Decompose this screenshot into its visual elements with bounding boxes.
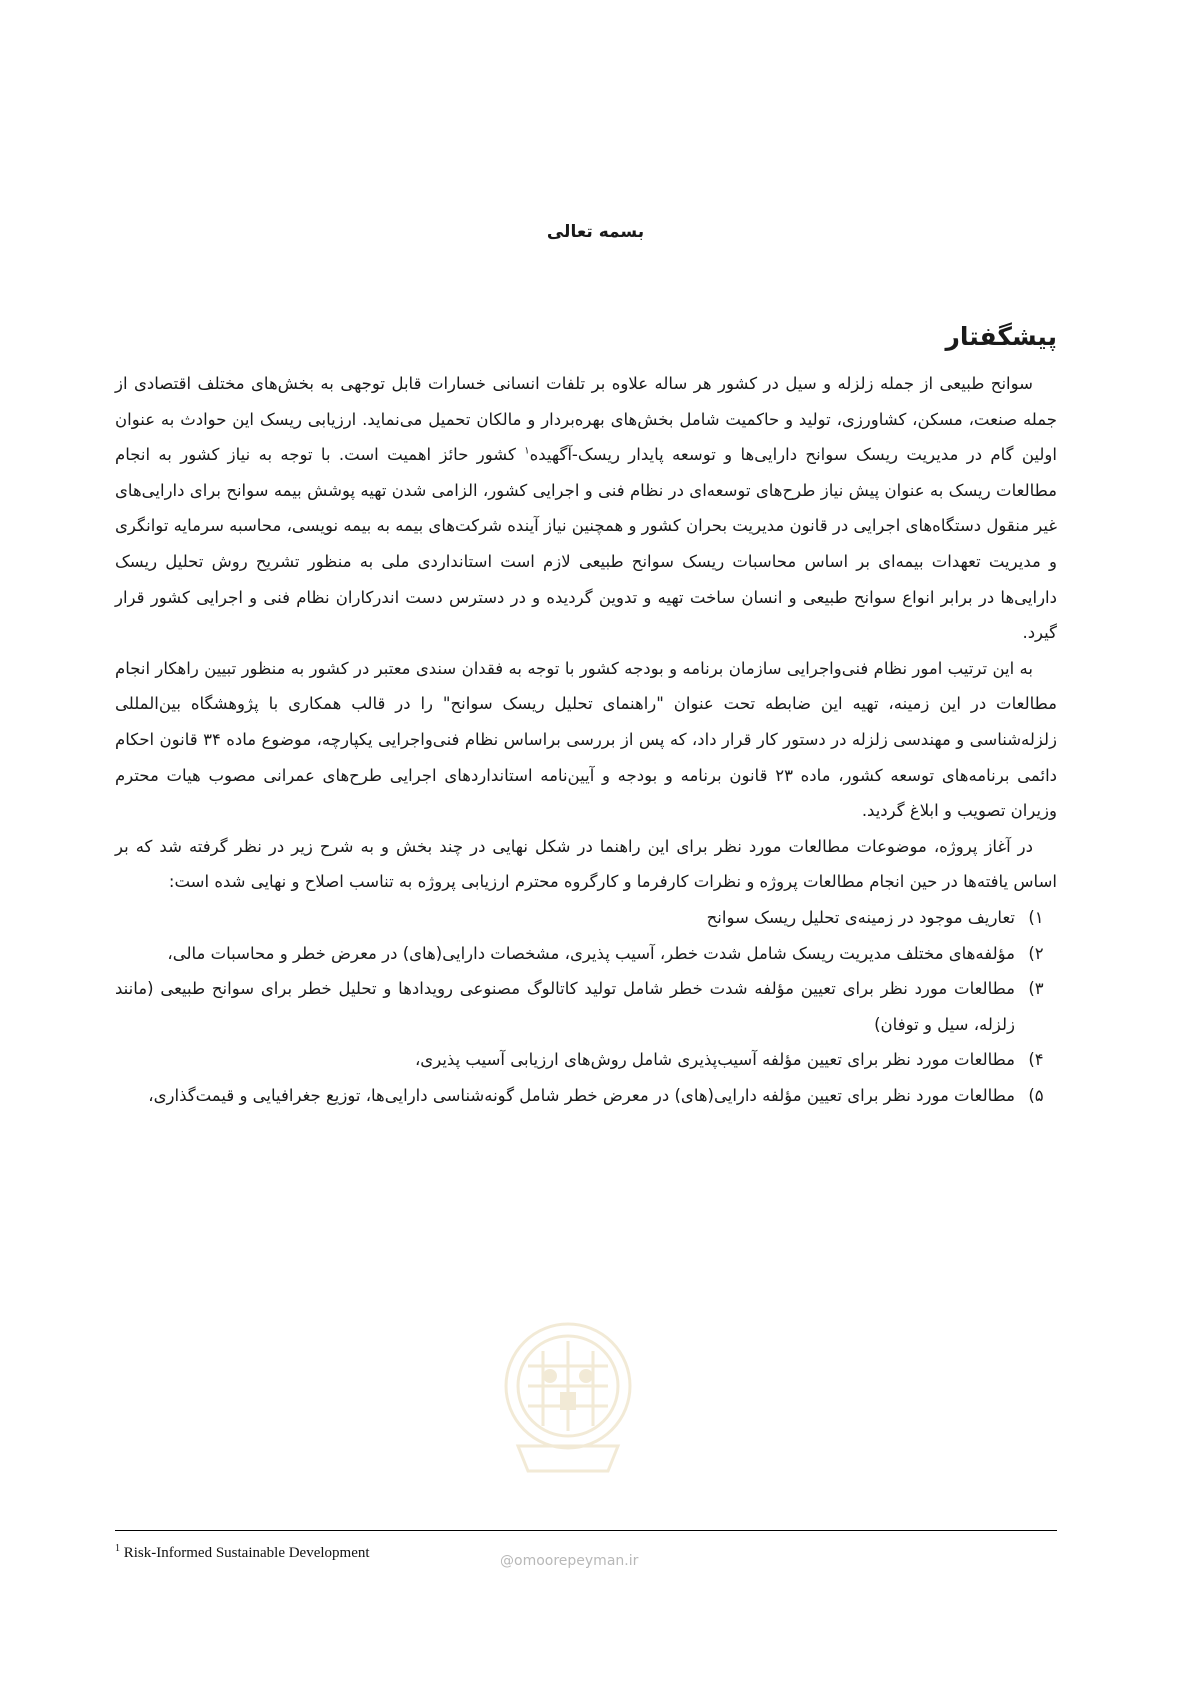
watermark-url: @omoorepeyman.ir (500, 1553, 639, 1569)
footnote-divider (115, 1530, 1057, 1531)
watermark-logo-icon (488, 1296, 648, 1506)
paragraph-1-text-b: کشور حائز اهمیت است. با توجه به نیاز کشور به انجام مطالعات ریسک به عنوان پیش نیاز طرح‌های توسعه‌ای در نظام فنی و اجرایی کشور، الزامی شدن تهیه پوشش بیمه سوانح برای دارایی‌های غیر منقول دستگاه‌های اجرایی در قانون مدیریت بحران کشور و همچنین نیاز آینده شرکت‌های بیمه به بیمه نویسی، محاسبه سرمایه توانگری و مدیریت تعهدات بیمه‌ای بر اساس محاسبات ریسک سوانح طبیعی لازم است استانداردی ملی به منظور تشریح روش تحلیل ریسک دارایی‌ها در برابر انواع سوانح طبیعی و انسان ساخت تهیه و تدوین گردیده و در دسترس دست اندرکاران نظام فنی و اجرایی کشور قرار گیرد. (115, 445, 1057, 643)
footnote (115, 1543, 370, 1562)
paragraph-1-text-a: سوانح طبیعی از جمله زلزله و سیل در کشور هر ساله علاوه بر تلفات انسانی خسارات قابل توجهی به بخش‌های مختلف اقتصادی از جمله صنعت، مسکن، کشاورزی، تولید و حاکمیت شامل بخش‌های بهره‌بردار و مالکان تحمیل می‌نماید. ارزیابی ریسک این حوادث به عنوان اولین گام در مدیریت ریسک سوانح دارایی‌ها و توسعه پایدار ریسک-آگهیده (115, 374, 1057, 465)
list-item (115, 971, 1057, 1042)
list-item-text: مؤلفه‌های مختلف مدیریت ریسک شامل شدت خطر، آسیب پذیری، مشخصات دارایی(های) در معرض خطر و محاسبات مالی، (167, 943, 1015, 963)
footnote-mark: 1 (115, 1543, 120, 1554)
paragraph-1 (115, 366, 1057, 651)
topics-list (115, 900, 1057, 1114)
footnote-reference: ۱ (524, 445, 530, 457)
main-content (115, 318, 1057, 1113)
list-item (115, 900, 1057, 936)
page-title: پیشگفتار (945, 322, 1057, 351)
list-item (115, 1042, 1057, 1078)
footnote-text: Risk-Informed Sustainable Development (123, 1545, 370, 1561)
list-item-number: ۱) (1028, 907, 1044, 927)
list-item-text: تعاریف موجود در زمینه‌ی تحلیل ریسک سوانح (706, 907, 1015, 927)
bismillah-heading: بسمه تعالی (546, 222, 645, 242)
paragraph-2: به این ترتیب امور نظام فنی‌واجرایی سازمان برنامه و بودجه کشور با توجه به فقدان سندی معتبر در کشور به منظور تبیین راهکار انجام مطالعات در این زمینه، تهیه این ضابطه تحت عنوان "راهنمای تحلیل ریسک سوانح" را در قالب همکاری با پژوهشگاه بین‌المللی زلزله‌شناسی و مهندسی زلزله در دستور کار قرار داد، که پس از بررسی براساس نظام فنی‌واجرایی یکپارچه، موضوع ماده ۳۴ قانون احکام دائمی برنامه‌های توسعه کشور، ماده ۲۳ قانون برنامه و بودجه و آیین‌نامه استانداردهای اجرایی طرح‌های عمرانی مصوب هیات محترم وزیران تصویب و ابلاغ گردید. (115, 658, 1058, 821)
list-item (115, 1078, 1057, 1114)
list-item-text: مطالعات مورد نظر برای تعیین مؤلفه شدت خطر شامل تولید کاتالوگ مصنوعی رویدادها و تحلیل خطر برای سوانح طبیعی (مانند زلزله، سیل و توفان) (115, 979, 1015, 1034)
list-item (115, 936, 1057, 972)
list-item-number: ۳) (1028, 979, 1044, 999)
list-item-text: مطالعات مورد نظر برای تعیین مؤلفه دارایی(های) در معرض خطر شامل گونه‌شناسی دارایی‌ها، توزیع جغرافیایی و قیمت‌گذاری، (148, 1085, 1015, 1105)
paragraph-3: در آغاز پروژه، موضوعات مطالعات مورد نظر برای این راهنما در شکل نهایی در چند بخش و به شرح زیر در نظر گرفته شد که بر اساس یافته‌ها در حین انجام مطالعات پروژه و نظرات کارفرما و کارگروه محترم ارزیابی پروژه به تناسب اصلاح و نهایی شده است: (115, 836, 1057, 892)
list-item-number: ۲) (1028, 943, 1044, 963)
list-item-number: ۴) (1028, 1050, 1044, 1070)
list-item-text: مطالعات مورد نظر برای تعیین مؤلفه آسیب‌پذیری شامل روش‌های ارزیابی آسیب پذیری، (414, 1050, 1015, 1070)
list-item-number: ۵) (1028, 1085, 1044, 1105)
